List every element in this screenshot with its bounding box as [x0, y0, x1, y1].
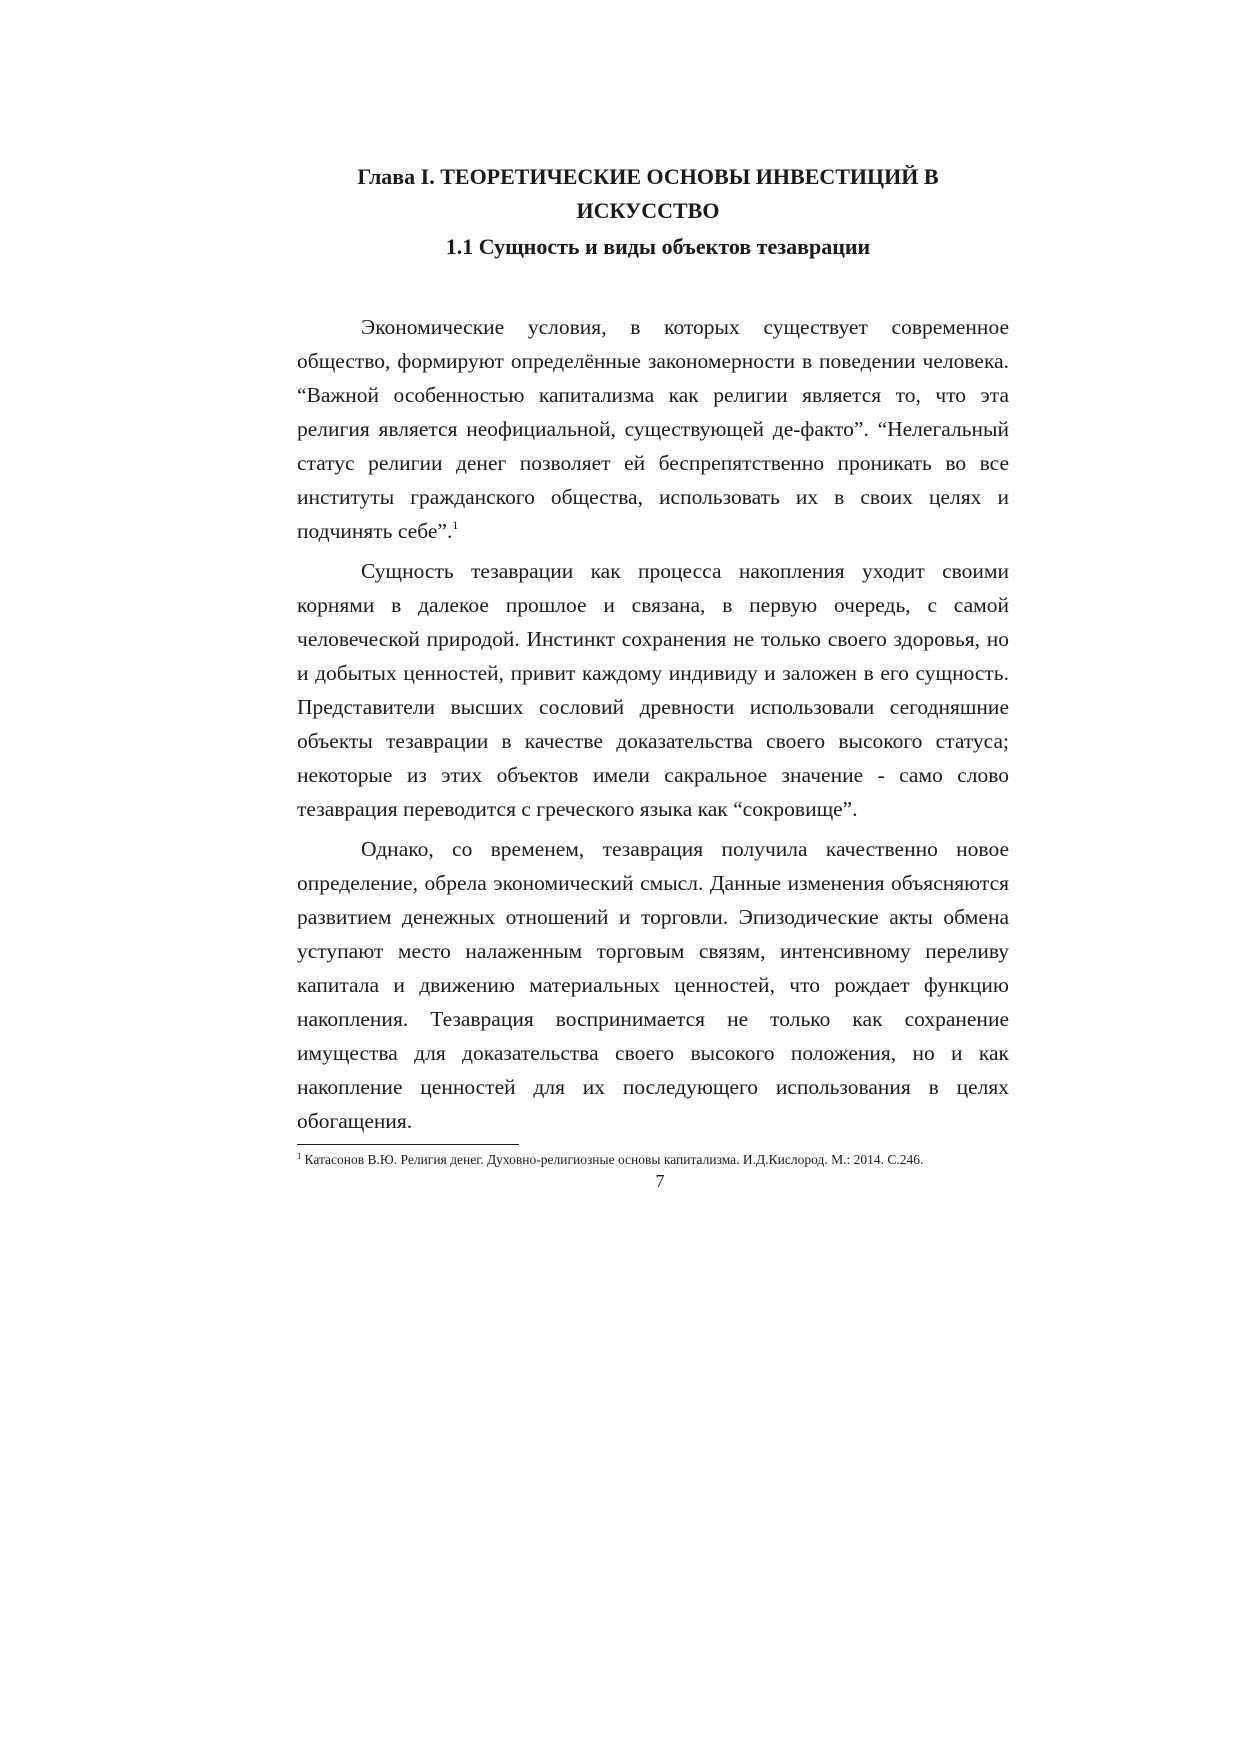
paragraph-1 [297, 310, 1009, 548]
footnote [297, 1151, 1009, 1169]
footnote-reference[interactable]: 1 [452, 518, 459, 532]
section-title: 1.1 Сущность и виды объектов тезаврации [445, 234, 871, 259]
page-number: 7 [655, 1171, 665, 1191]
paragraph-3: Однако, со временем, тезаврация получила качественно новое определение, обрела экономический смысл. Данные изменения объясняются развитием денежных отношений и торговли. Эпизодические акты обмена уступают место налаженным торговым связям, интенсивному переливу капитала и движению материальных ценностей, что рождает функцию накопления. Тезаврация воспринимается не только как сохранение имущества для доказательства своего высокого положения, но и как накопление ценностей для их последующего использования в целях обогащения. [297, 837, 1009, 1133]
body-text [297, 310, 1009, 1138]
document-page [297, 160, 1009, 1193]
footnote-divider [297, 1144, 519, 1145]
paragraph-2: Сущность тезаврации как процесса накопления уходит своими корнями в далекое прошлое и связана, в первую очередь, с самой человеческой природой. Инстинкт сохранения не только своего здоровья, но и добытых ценностей, привит каждому индивиду и заложен в его сущность. Представители высших сословий древности использовали сегодняшние объекты тезаврации в качестве доказательства своего высокого статуса; некоторые из этих объектов имели сакральное значение - само слово тезаврация переводится с греческого языка как “сокровище”. [297, 559, 1009, 821]
footnote-text: Катасонов В.Ю. Религия денег. Духовно-религиозные основы капитализма. И.Д.Кислород. М.: 2014. С.246. [304, 1152, 924, 1167]
footnote-mark: 1 [297, 1151, 302, 1161]
paragraph-1-text: Экономические условия, в которых существует современное общество, формируют определённые закономерности в поведении человека. “Важной особенностью капитализма как религии является то, что эта религия является неофициальной, существующей де-факто”. “Нелегальный статус религии денег позволяет ей беспрепятственно проникать во все институты гражданского общества, использовать их в своих целях и подчинять себе”. [297, 315, 1009, 543]
chapter-title: Глава I. ТЕОРЕТИЧЕСКИЕ ОСНОВЫ ИНВЕСТИЦИЙ В ИСКУССТВО [357, 164, 939, 223]
